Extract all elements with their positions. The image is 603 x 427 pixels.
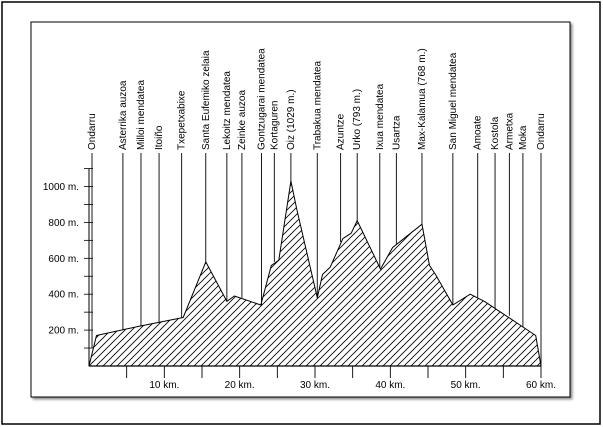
y-tick-label: 800 m. — [48, 217, 79, 229]
place-label: Moka — [517, 125, 529, 150]
x-tick-label: 40 km. — [375, 380, 406, 391]
place-label: Itoiño — [154, 125, 166, 150]
place-label: Ixua mendatea — [374, 83, 386, 150]
x-tick-label: 20 km. — [224, 380, 255, 391]
place-label: Amoate — [472, 115, 484, 150]
y-tick-label: 200 m. — [48, 325, 79, 337]
place-label: Kortaguren — [269, 100, 281, 150]
place-label: Asterrika auzoa — [117, 80, 129, 150]
place-label: Zeinke auzoa — [236, 89, 248, 150]
y-tick-label: 1000 m. — [42, 182, 79, 193]
place-label: Gontzugarai mendatea — [256, 48, 268, 150]
place-label: San Miguel mendatea — [447, 52, 459, 150]
place-label: Kostola — [490, 116, 502, 150]
place-label: Azuntze — [335, 113, 347, 150]
x-tick-label: 10 km. — [149, 380, 180, 391]
place-label: Trabakua mendatea — [312, 60, 324, 150]
place-label: Ondarru — [87, 113, 99, 150]
place-label: Usartza — [391, 115, 403, 150]
x-tick-label: 30 km. — [299, 380, 331, 391]
place-label: Milloi mendatea — [135, 79, 147, 150]
x-tick-label: 60 km. — [525, 380, 557, 391]
place-label: Santa Eufemiko zelaia — [200, 50, 212, 150]
y-tick-label: 400 m. — [48, 289, 79, 301]
y-tick-label: 600 m. — [48, 253, 79, 265]
place-label: Armetxa — [504, 112, 516, 150]
place-label: Ondarru — [536, 113, 547, 150]
place-label: Txepetxabixe — [176, 90, 188, 150]
place-label: Oiz (1029 m.) — [285, 89, 297, 150]
x-tick-label: 50 km. — [450, 380, 481, 391]
place-label: Max-Kalamua (768 m.) — [416, 48, 428, 150]
place-label: Urko (793 m.) — [352, 88, 364, 150]
place-label: Lekoitz mendatea — [221, 71, 233, 150]
